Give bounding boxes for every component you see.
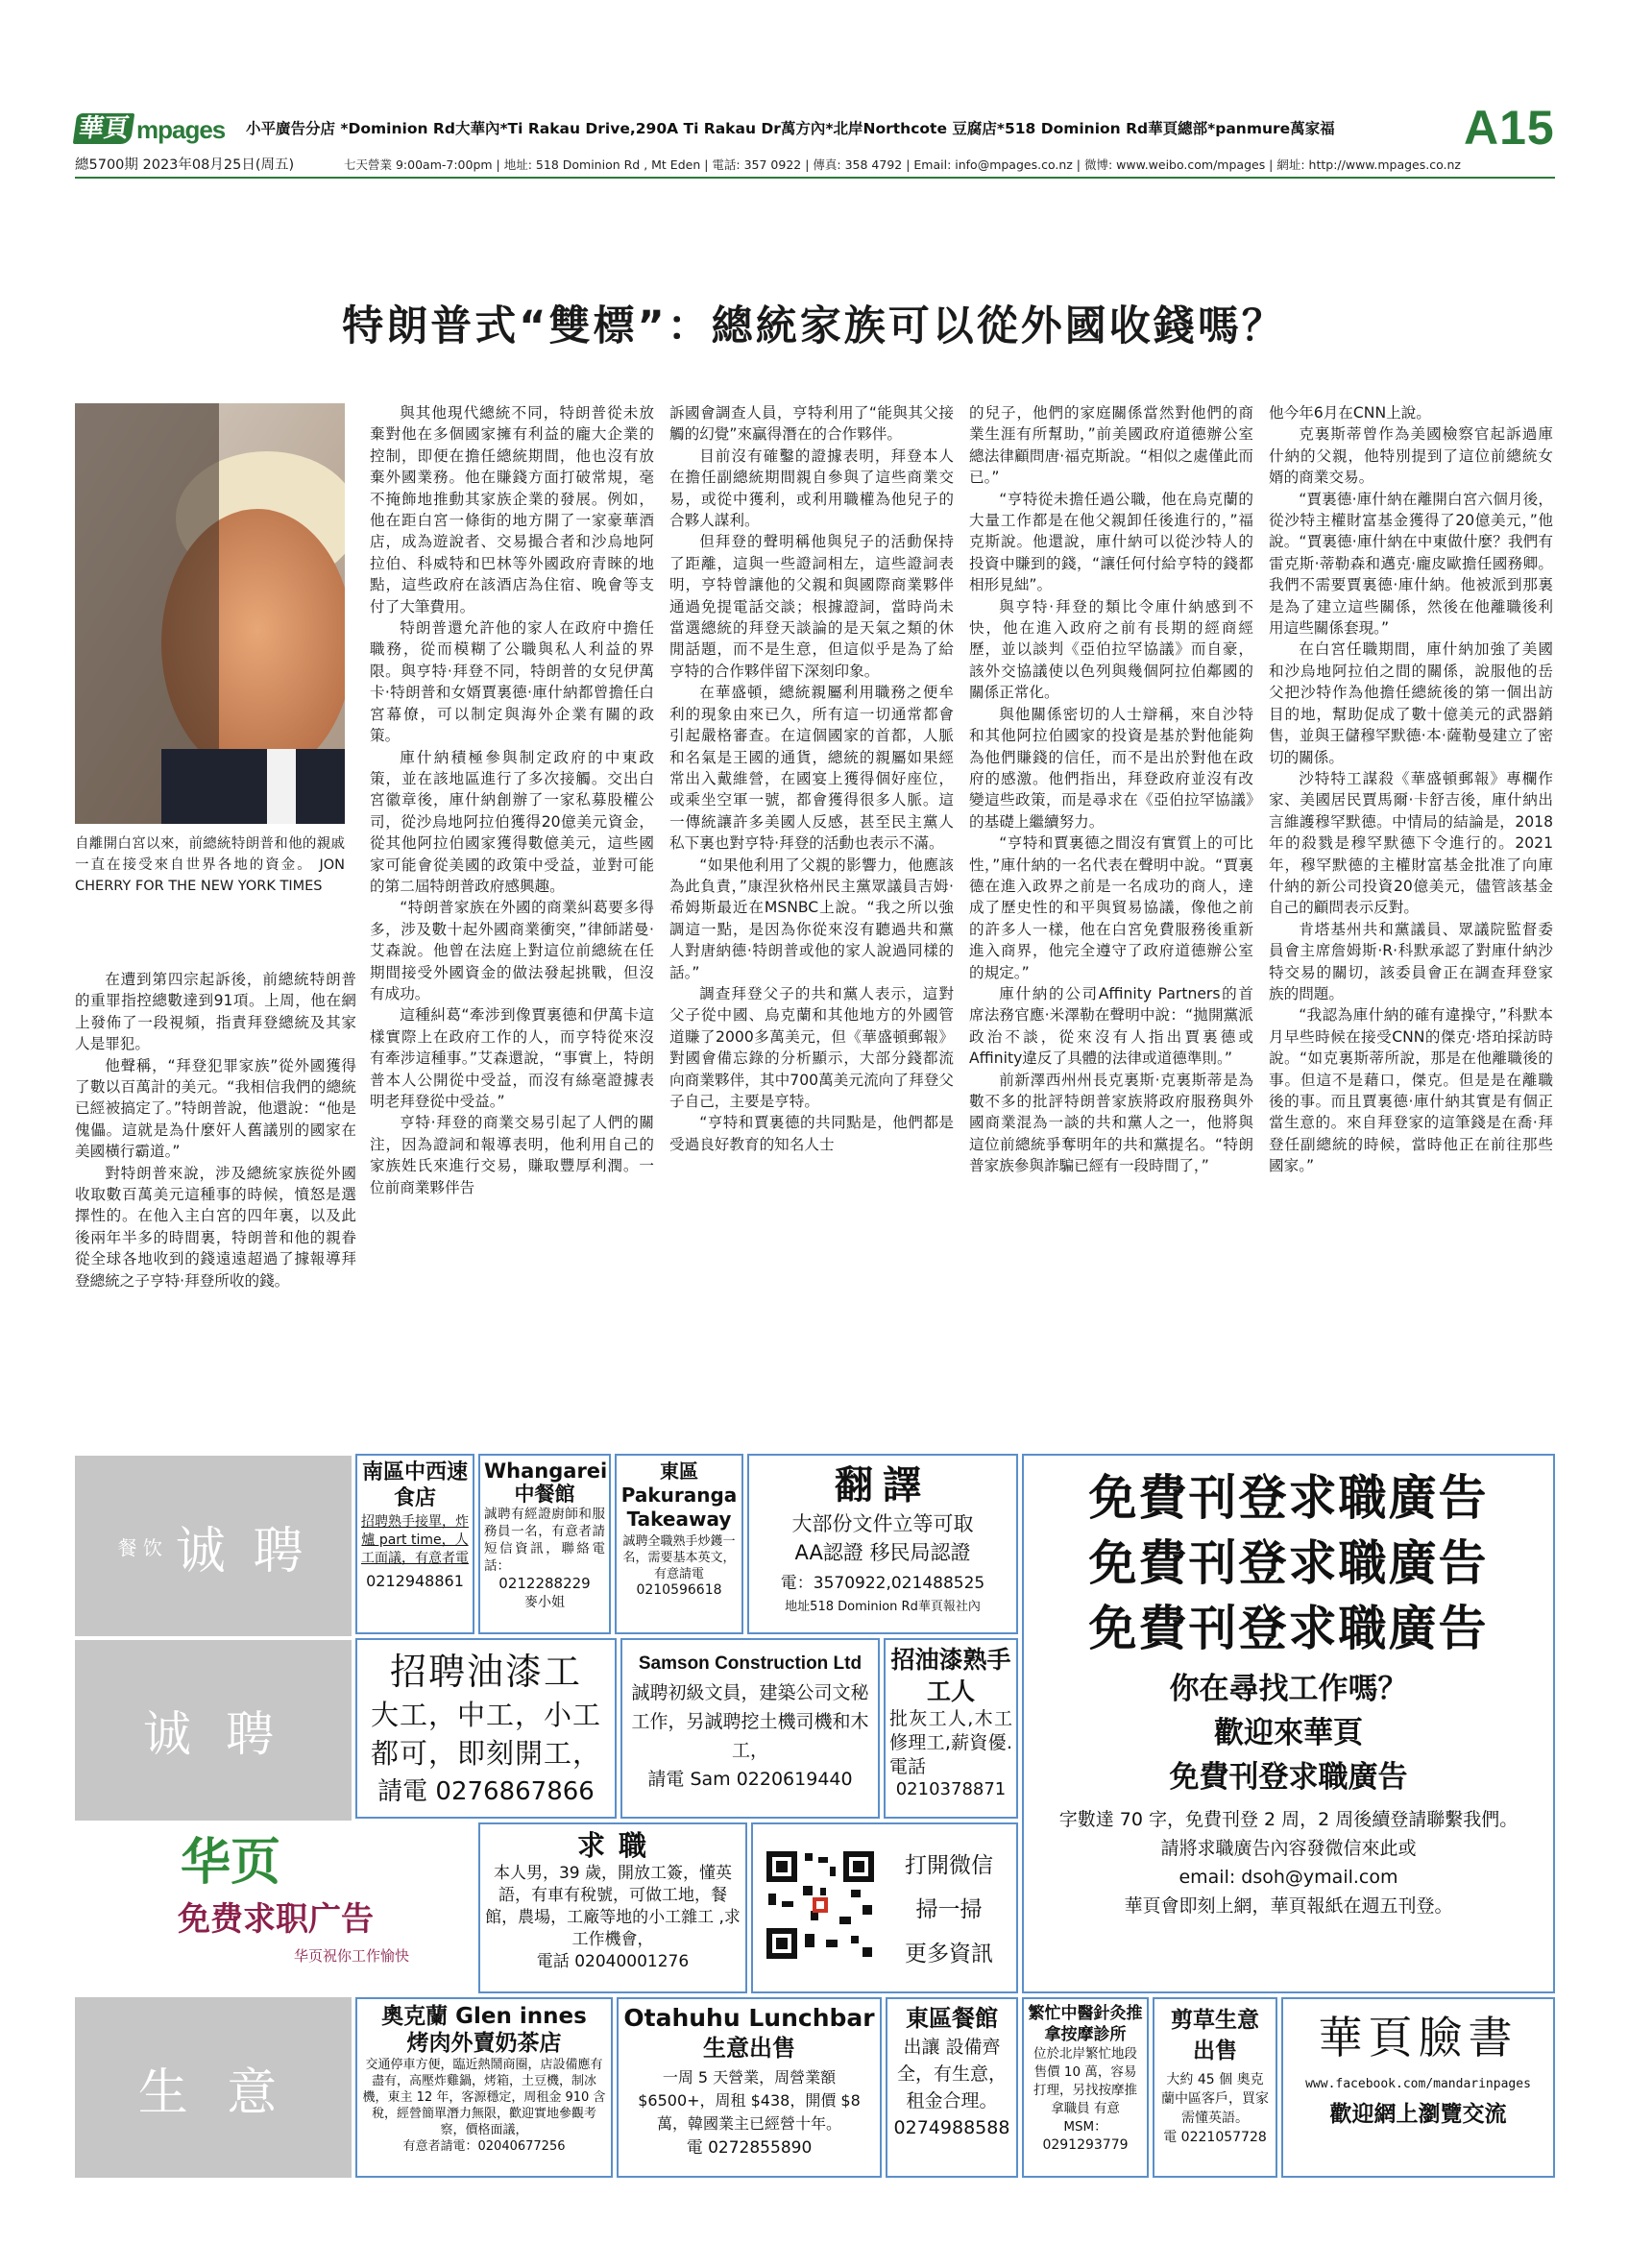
promo-title: 免费求职广告 xyxy=(178,1900,374,1939)
ad-phone: 0212948861 xyxy=(366,1572,464,1590)
paragraph: 與亨特·拜登的類比令庫什納感到不快，他在進入政府之前有長期的經商經歷，並以談判《亞伯拉罕協議》而自豪，該外交協議使以色列與幾個阿拉伯鄰國的關係正常化。 xyxy=(969,597,1253,702)
paragraph: “賈裏德·庫什納在離開白宮六個月後，從沙特主權財富基金獲得了20億美元，”他說。“賈裏德·庫什納在中東做什麼？我們有雷克斯·蒂勒森和邁克·龐皮歐擔任國務卿。我們不需要賈裏德·庫什納。他被派到那裏是為了建立這些關係，然後在他離職後利用這些關係套現。” xyxy=(1269,490,1553,638)
ad-title: 生意出售 xyxy=(703,2035,795,2062)
paragraph: 調查拜登父子的共和黨人表示，這對父子從中國、烏克蘭和其他地方的外國管道賺了2000多萬美元，但《華盛頓郵報》對國會備忘錄的分析顯示，大部分錢都流向商業夥伴，其中700萬美元流向了拜登父子自己，主要是亨特。 xyxy=(669,984,954,1110)
ad-promo xyxy=(75,1822,476,1993)
paragraph: 肯塔基州共和黨議員、眾議院監督委員會主席詹姆斯·R·科默承認了對庫什納沙特交易的關切，該委員會正在調查拜登家族的問題。 xyxy=(1269,920,1553,1002)
ad-body: 位於北岸繁忙地段 售價 10 萬，容易打理，另找按摩推拿職員 有意 MSM： xyxy=(1033,2046,1137,2135)
issue-date: 總5700期 2023年08月25日(周五) xyxy=(75,157,295,173)
ad-line: 大工，中工，小工 xyxy=(370,1699,601,1731)
free-info: 華頁會即刻上網，華頁報紙在週五刊登。 xyxy=(1124,1895,1453,1917)
mpages-logo xyxy=(75,108,229,150)
ad-contact: 麥小姐 xyxy=(524,1595,565,1610)
logo-text: mpages xyxy=(136,115,226,144)
ad-body: 本人男，39 歲，開放工簽，懂英語，有車有稅號，可做工地，餐館，農場，工廠等地的小工雜工 ,求工作機會， xyxy=(485,1864,741,1949)
article-column-5 xyxy=(1269,402,1553,1177)
promo-brand: 华页 xyxy=(181,1834,281,1892)
ad-phone: 電：3570922,021488525 xyxy=(780,1574,985,1593)
paragraph: 與他關係密切的人士辯稱，來自沙特和其他阿拉伯國家的投資是基於對他能夠為他們賺錢的信任，而不是出於對他在政府的感激。他們指出，拜登政府並沒有改變這些政策，而是尋求在《亞伯拉罕協議》的基礎上繼續努力。 xyxy=(969,705,1253,831)
free-title: 免費刊登求職廣告 xyxy=(1088,1470,1489,1526)
ad-title: Otahuhu Lunchbar xyxy=(623,2004,875,2032)
ad-east-restaurant xyxy=(886,1997,1018,2178)
ad-glen-innes xyxy=(355,1997,613,2178)
free-info: 請將求職廣告內容發微信來此或 xyxy=(1160,1838,1417,1859)
paragraph: 沙特特工謀殺《華盛頓郵報》專欄作家、美國居民賈馬爾·卡舒吉後，庫什納出言維護穆罕默德。中情局的結論是，2018年的殺戮是穆罕默德下令進行的。2021年，穆罕默德的主權財富基金批准了向庫什納的新公司投資20億美元，儘管該基金自己的顧問表示反對。 xyxy=(1269,769,1553,917)
ad-fastfood xyxy=(355,1454,474,1634)
ad-body: 誠聘初級文員，建築公司文秘工作，另誠聘挖土機司機和木工， xyxy=(631,1682,869,1761)
ad-title: 求 職 xyxy=(576,1829,649,1862)
ad-phone: 有意者請電：02040677256 xyxy=(402,2139,566,2154)
paragraph: 亨特·拜登的商業交易引起了人們的關注，因為證詞和報導表明，他利用自己的家族姓氏來進行交易，賺取豐厚利潤。一位前商業夥伴告 xyxy=(370,1114,654,1196)
ad-phone: 0212288229 xyxy=(498,1575,591,1592)
qr-code-icon xyxy=(763,1847,878,1963)
wechat-line: 打開微信 xyxy=(905,1853,993,1878)
paragraph: 與其他現代總統不同，特朗普從未放棄對他在多個國家擁有利益的龐大企業的控制，即便在擔任總統期間，他也沒有放棄外國業務。他在賺錢方面打破常規，毫不掩飾地推動其家族企業的發展。例如，他在距白宮一條街的地方開了一家豪華酒店，成為遊說者、交易撮合者和沙烏地阿拉伯、科威特和巴林等外國政府青睞的地點，這些政府在該酒店為住宿、晚會等支付了大筆費用。 xyxy=(370,404,654,615)
article-column-1 xyxy=(75,969,356,1291)
ad-body: 一周 5 天營業，周營業額 $6500+，周租 $438，開價 $8 萬，韓國業主已經營十年。 xyxy=(638,2068,861,2133)
ad-whangarei xyxy=(478,1454,611,1634)
ad-phone: 0210378871 xyxy=(895,1779,1007,1799)
free-title: 免費刊登求職廣告 xyxy=(1088,1601,1489,1656)
ad-title: 烤肉外賣奶茶店 xyxy=(406,2031,562,2056)
headline: 特朗普式“雙標”：總統家族可以從外國收錢嗎？ xyxy=(342,302,1286,350)
ad-phone: 電 0272855890 xyxy=(686,2138,813,2158)
paragraph: 訴國會調查人員，亨特利用了“能與其父接觸的幻覺”來贏得潛在的合作夥伴。 xyxy=(669,404,954,444)
ad-phone: 0274988588 xyxy=(893,2117,1010,2138)
ad-facebook xyxy=(1281,1997,1555,2178)
branch-list: 小平廣告分店 *Dominion Rd大華內*Ti Rakau Drive,290A Ti Rakau Dr萬方內*北岸Northcote 豆腐店*518 Dominion Rd華頁總部*panmure萬家福 xyxy=(246,120,1335,137)
ad-pakuranga xyxy=(615,1454,743,1634)
ad-title: 東區餐館 xyxy=(906,2005,998,2032)
free-info: 字數達 70 字，免費刊登 2 周，2 周後續登請聯繫我們。 xyxy=(1058,1809,1519,1830)
ad-phone: 請電 Sam 0220619440 xyxy=(647,1769,853,1790)
ad-phone: 電 0221057728 xyxy=(1163,2130,1267,2145)
promo-sub: 华页祝你工作愉快 xyxy=(293,1947,409,1965)
paragraph: “亨特從未擔任過公職，他在烏克蘭的大量工作都是在他父親卸任後進行的，”福克斯說。他還說，庫什納可以從沙特人的投資中賺到的錢，“讓任何付給亨特的錢都相形見絀”。 xyxy=(969,490,1253,594)
ad-body: 大約 45 個 奧克蘭中區客戶，買家需懂英語。 xyxy=(1161,2072,1269,2126)
ad-mowing xyxy=(1153,1997,1277,2178)
paragraph: 克裏斯蒂曾作為美國檢察官起訴過庫什納的父親，他特別提到了這位前總統女婿的商業交易。 xyxy=(1269,425,1553,487)
ad-job-seeker xyxy=(478,1822,747,1993)
ad-free-job-listing xyxy=(1022,1454,1555,1993)
ad-phone: 請電 0276867866 xyxy=(377,1777,595,1806)
ad-title: 剪草生意出售 xyxy=(1171,2008,1259,2063)
article-column-2 xyxy=(370,402,654,1198)
paragraph: 庫什納積極參與制定政府的中東政策，並在該地區進行了多次接觸。交出白宮徽章後，庫什納創辦了一家私募股權公司，從沙烏地阿拉伯獲得20億美元資金，從其他阿拉伯國家獲得數億美元，這些國家可能會從美國的政策中受益，並對可能的第二屆特朗普政府感興趣。 xyxy=(370,748,654,895)
header-rule xyxy=(75,177,1555,179)
ad-title: 南區中西速食店 xyxy=(361,1460,468,1510)
paragraph: 的兒子，他們的家庭關係當然對他們的商業生涯有所幫助，”前美國政府道德辦公室總法律顧問唐·福克斯說。“相似之處僅此而已。” xyxy=(969,404,1253,487)
ad-samson-construction xyxy=(620,1638,880,1819)
paragraph: 在華盛頓，總統親屬利用職務之便牟利的現象由來已久，所有這一切通常都會引起嚴格審查。在這個國家的首都，人脈和名氣是王國的通貨，總統的親屬如果經常出入戴維營，在國宴上獲得個好座位，或乘坐空軍一號，都會獲得很多人脈。這一傳統讓許多美國人反感，甚至民主黨人私下裏也對亨特·拜登的活動也表示不滿。 xyxy=(669,684,954,853)
paragraph: “亨特和賈裏德之間沒有實質上的可比性，”庫什納的一名代表在聲明中說。“賈裏德在進入政界之前是一名成功的商人，達成了歷史性的和平與貿易協議，像他之前的許多人一樣，他在白宮免費服務後重新進入商界，他完全遵守了政府道德辦公室的規定。” xyxy=(969,834,1253,981)
ad-body: 批灰工人,木工修理工,薪資優.電話 xyxy=(889,1708,1012,1777)
ad-title: 東區 Pakuranga Takeaway xyxy=(620,1460,738,1531)
paragraph: 在白宮任職期間，庫什納加強了美國和沙烏地阿拉伯之間的關係，說服他的岳父把沙特作為他擔任總統後的第一個出訪目的地，幫助促成了數十億美元的武器銷售，並與王儲穆罕默德·本·薩勒曼建立了密切的關係。 xyxy=(1269,640,1553,766)
ad-painter-skilled xyxy=(884,1638,1018,1819)
contact-info: 七天營業 9:00am-7:00pm | 地址: 518 Dominion Rd , Mt Eden | 電話: 357 0922 | 傳真: 358 4792 | Email: info@mpages.co.nz | 微博: www.weibo.com/mpages | 網址: http://www.mpages.co.nz xyxy=(344,157,1461,172)
paragraph: 目前沒有確鑿的證據表明，拜登本人在擔任副總統期間親自參與了這些商業交易，或從中獲利，或利用職權為他兒子的合夥人謀利。 xyxy=(669,446,954,530)
free-email: email: dsoh@ymail.com xyxy=(1178,1867,1398,1888)
ad-body: 交通停車方便，臨近熱鬧商圈，店設備應有盡有，高壓炸雞鍋，烤箱，土豆機，制冰機，東主 12 年，客源穩定，周租金 910 含稅，經營簡單潛力無限，歡迎實地參觀考察，價格面議， xyxy=(362,2058,606,2137)
free-title: 免費刊登求職廣告 xyxy=(1088,1535,1489,1591)
free-welcome: 歡迎來華頁 xyxy=(1214,1716,1363,1750)
category-hiring: 诚 聘 xyxy=(75,1640,352,1821)
paragraph: “特朗普家族在外國的商業糾葛要多得多，涉及數十起外國商業衝突，”律師諾曼·艾森說。他曾在法庭上對這位前總統在任期間接受外國資金的做法發起挑戰，但沒有成功。 xyxy=(370,899,654,1002)
paragraph: 庫什納的公司Affinity Partners的首席法務官應·米澤勒在聲明中說：“拋開黨派政治不談，從來沒有人指出賈裏德或Affinity違反了具體的法律或道德準則。” xyxy=(969,984,1253,1068)
logo-mark: 華頁 xyxy=(73,113,134,144)
ad-body: 誠聘有經證廚師和服務員一名，有意者請短信資訊，聯絡電話： xyxy=(484,1507,605,1574)
wechat-line: 掃一掃 xyxy=(915,1897,983,1922)
paragraph: 特朗普還允許他的家人在政府中擔任職務，從而模糊了公職與私人利益的界限。與亨特·拜登不同，特朗普的女兒伊萬卡·特朗普和女婿賈裏德·庫什納都曾擔任白宮幕僚，可以制定與海外企業有關的政策。 xyxy=(370,619,654,745)
ad-line: 都可，即刻開工， xyxy=(370,1737,601,1770)
paragraph: 他今年6月在CNN上說。 xyxy=(1269,404,1431,422)
ad-title: 招聘油漆工 xyxy=(389,1651,582,1693)
ad-sub: 歡迎網上瀏覽交流 xyxy=(1329,2102,1507,2127)
paragraph: 對特朗普來說，涉及總統家族從外國收取數百萬美元這種事的時候，憤怒是選擇性的。在他入主白宮的四年裏，以及此後兩年半多的時間裏，特朗普和他的親眷從全球各地收到的錢遠遠超過了據報導拜登總統之子亨特·拜登所收的錢。 xyxy=(75,1164,356,1290)
article-column-4 xyxy=(969,402,1253,1177)
article-column-3 xyxy=(669,402,954,1155)
category-hiring-label: 诚 聘 xyxy=(175,1522,309,1580)
paragraph: “如果他利用了父親的影響力，他應該為此負責，”康涅狄格州民主黨眾議員吉姆·希姆斯最近在MSNBC上說。“我之所以強調這一點，是因為你從來沒有聽過共和黨人對唐納德·特朗普或他的家人說過同樣的話。” xyxy=(669,856,954,981)
ad-title: 招油漆熟手工人 xyxy=(890,1646,1011,1705)
trump-portrait-image xyxy=(75,403,345,824)
photo-caption: 自離開白宮以來，前總統特朗普和他的親戚一直在接受來自世界各地的資金。 JON CHERRY FOR THE NEW YORK TIMES xyxy=(75,836,345,894)
category-business: 生 意 xyxy=(75,1997,352,2178)
paragraph: “我認為庫什納的確有違操守，”科默本月早些時候在接受CNN的傑克·塔珀採訪時說。“如克裏斯蒂所說，那是在他離職後的事。但這不是藉口，傑克。但是是在離職後的事。而且賈裏德·庫什納其實是有個正當生意的。來自拜登家的這筆錢是在喬·拜登任副總統的時候，當時他正在前往那些國家。” xyxy=(1269,1006,1553,1175)
ad-title: 翻譯 xyxy=(835,1463,931,1508)
ad-title: 華頁臉書 xyxy=(1318,2012,1519,2063)
ad-phone: 0210596618 xyxy=(636,1582,722,1598)
ad-translation xyxy=(747,1454,1018,1634)
ad-tcm-clinic xyxy=(1022,1997,1149,2178)
ad-title: Samson Construction Ltd xyxy=(638,1653,863,1674)
ad-body: 誠聘全職熟手炒鑊一名，需要基本英文，有意請電 xyxy=(622,1534,736,1581)
ad-title: 繁忙中醫針灸推拿按摩診所 xyxy=(1028,2004,1143,2044)
free-title-small: 免費刊登求職廣告 xyxy=(1169,1760,1408,1795)
wechat-line: 更多資訊 xyxy=(905,1942,993,1966)
ad-title: 奧克蘭 Glen innes xyxy=(381,2004,587,2029)
ad-otahuhu-lunchbar xyxy=(617,1997,882,2178)
category-food-hiring xyxy=(75,1456,352,1636)
ad-wechat xyxy=(751,1822,1018,1993)
free-question: 你在尋找工作嗎？ xyxy=(1169,1672,1408,1706)
paragraph: 前新澤西州州長克裏斯·克裏斯蒂是為數不多的批評特朗普家族將政府服務與外國商業混為一談的共和黨人之一，他將與這位前總統爭奪明年的共和黨提名。“特朗普家族參與詐騙已經有一段時間了，” xyxy=(969,1071,1253,1175)
paragraph: 他聲稱，“拜登犯罪家族”從外國獲得了數以百萬計的美元。“我相信我們的總統已經被搞定了。”特朗普說，他還說：“他是傀儡。這就是為什麼奸人舊議別的國家在美國橫行霸道。” xyxy=(75,1056,356,1161)
ad-body: 出讓 設備齊全，有生意，租金合理。 xyxy=(896,2037,1007,2111)
category-food-label: 餐 饮 xyxy=(117,1535,162,1559)
paragraph: 這種糾葛“牽涉到像賈裏德和伊萬卡這樣實際上在政府工作的人，而亨特從來沒有牽涉這種事。”艾森還說，“事實上，特朗普本人公開從中受益，而沒有絲毫證據表明老拜登從中受益。” xyxy=(370,1006,654,1110)
ad-line: 大部份文件立等可取 xyxy=(791,1512,974,1535)
paragraph: 在遭到第四宗起訴後，前總統特朗普的重罪指控總數達到91項。上周，他在網上發佈了一段視頻，指責拜登總統及其家人是罪犯。 xyxy=(75,971,356,1053)
article-photo xyxy=(75,403,345,824)
page-number: A15 xyxy=(1464,101,1555,155)
ad-phone: 電話 02040001276 xyxy=(536,1952,690,1971)
ad-title: Whangarei 中餐館 xyxy=(484,1460,608,1506)
ad-body: 招聘熟手接單，炸爐 part time，人工面議，有意者電 xyxy=(361,1514,469,1566)
ad-painter-hiring xyxy=(355,1638,617,1819)
ad-phone: 0291293779 xyxy=(1042,2137,1129,2153)
paragraph: 但拜登的聲明稱他與兒子的活動保持了距離，這與一些證詞相左，這些證詞表明，亨特曾讓他的父親和與國際商業夥伴通過免提電話交談；根據證詞，當時尚未當選總統的拜登天談論的是天氣之類的休閒話題，而不是生意，但這似乎是為了給亨特的合作夥伴留下深刻印象。 xyxy=(669,533,954,680)
ad-address: 地址518 Dominion Rd華頁報社內 xyxy=(785,1600,981,1614)
paragraph: “亨特和賈裏德的共同點是，他們都是受過良好教育的知名人士 xyxy=(669,1114,954,1153)
ad-url[interactable]: www.facebook.com/mandarinpages xyxy=(1305,2077,1531,2091)
ad-line: AA認證 移民局認證 xyxy=(794,1541,971,1564)
